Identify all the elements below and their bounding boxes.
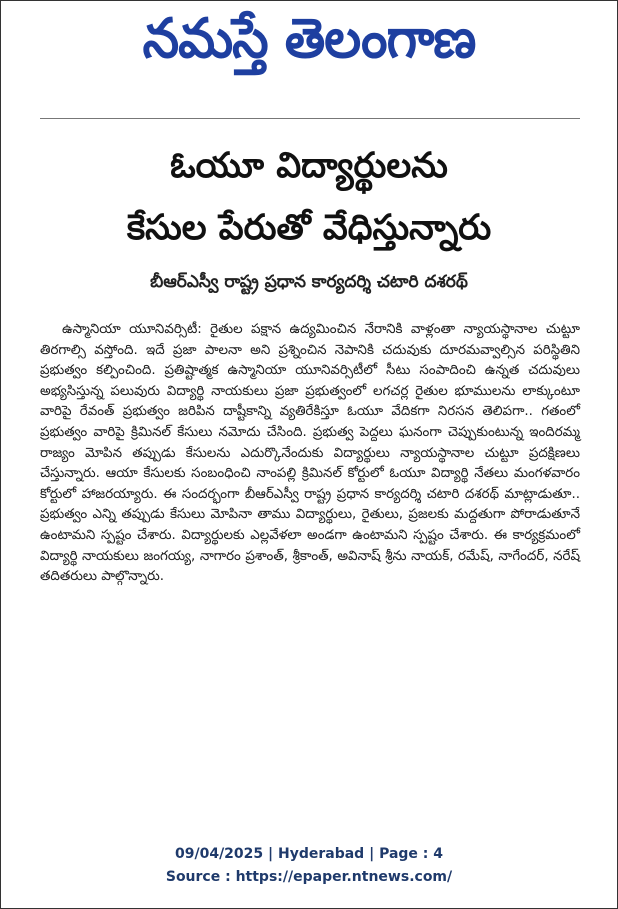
subheadline: బీఆర్‌ఎస్వీ రాష్ట్ర ప్రధాన కార్యదర్శి చటారి దశరథ్ [150, 272, 468, 292]
header-divider [40, 118, 580, 119]
headline-line-1: ఓయూ విద్యార్థులను [170, 146, 448, 186]
footer-date-page: 09/04/2025 | Hyderabad | Page : 4 [174, 846, 444, 862]
newspaper-masthead: నమస్తే తెలంగాణ [142, 7, 476, 71]
footer-source-link[interactable]: Source : https://epaper.ntnews.com/ [165, 869, 453, 885]
article-body: ఉస్మానియా యూనివర్సిటీ: రైతుల పక్షాన ఉద్యమించిన నేరానికి వాళ్లంతా న్యాయస్థానాల చుట్టూ తిరగాల్సి వస్తోంది. ఇదే ప్రజా పాలనా అని ప్రశ్నించిన నెపానికి చదువుకు దూరమవ్వాల్సిన పరిస్థితిని ప్రభుత్వం కల్పించింది. ప్రతిష్టాత్మక ఉస్మానియా యూనివర్సిటీలో సీటు సంపాదించి ఉన్నత చదువులు అభ్యసిస్తున్న పలువురు విద్యార్థి నాయకులు ప్రజా ప్రభుత్వంలో లగచర్ల రైతుల భూములను లాక్కుంటూ వారిపై రేవంత్ ప్రభుత్వం జరిపిన దాష్టీకాన్ని వ్యతిరేకిస్తూ ఓయూ వేదికగా నిరసన తెలిపగా.. గతంలో ప్రభుత్వం వారిపై క్రిమినల్ కేసులు నమోదు చేసింది. ప్రభుత్వ పెద్దలు ఘనంగా చెప్పుకుంటున్న ఇందిరమ్మ రాజ్యం మోపిన తప్పుడు కేసులను ఎదుర్కొనేందుకు విద్యార్థులు న్యాయస్థానాల చుట్టూ ప్రదక్షిణలు చేస్తున్నారు. ఆయా కేసులకు సంబంధించి నాంపల్లి క్రిమినల్ కోర్టులో ఓయూ విద్యార్థి నేతలు మంగళవారం కోర్టులో హాజరయ్యారు. ఈ సందర్భంగా బీఆర్‌ఎస్వీ రాష్ట్ర ప్రధాన కార్యదర్శి చటారి దశరథ్ మాట్లాడుతూ.. ప్రభుత్వం ఎన్ని తప్పుడు కేసులు మోపినా తాము విద్యార్థులు, రైతులు, ప్రజలకు మద్దతుగా పోరాడుతూనే ఉంటామని స్పష్టం చేశారు. విద్యార్థులకు ఎల్లవేళలా అండగా ఉంటామని స్పష్టం చేశారు. ఈ కార్యక్రమంలో విద్యార్థి నాయకులు జంగయ్య, నాగారం ప్రశాంత్, శ్రీకాంత్, అవినాష్ శ్రీను నాయక్, రమేష్, నాగేందర్, నరేష్ తదితరులు పాల్గొన్నారు. [40, 322, 580, 585]
headline-line-2: కేసుల పేరుతో వేధిస్తున్నారు [126, 208, 492, 248]
